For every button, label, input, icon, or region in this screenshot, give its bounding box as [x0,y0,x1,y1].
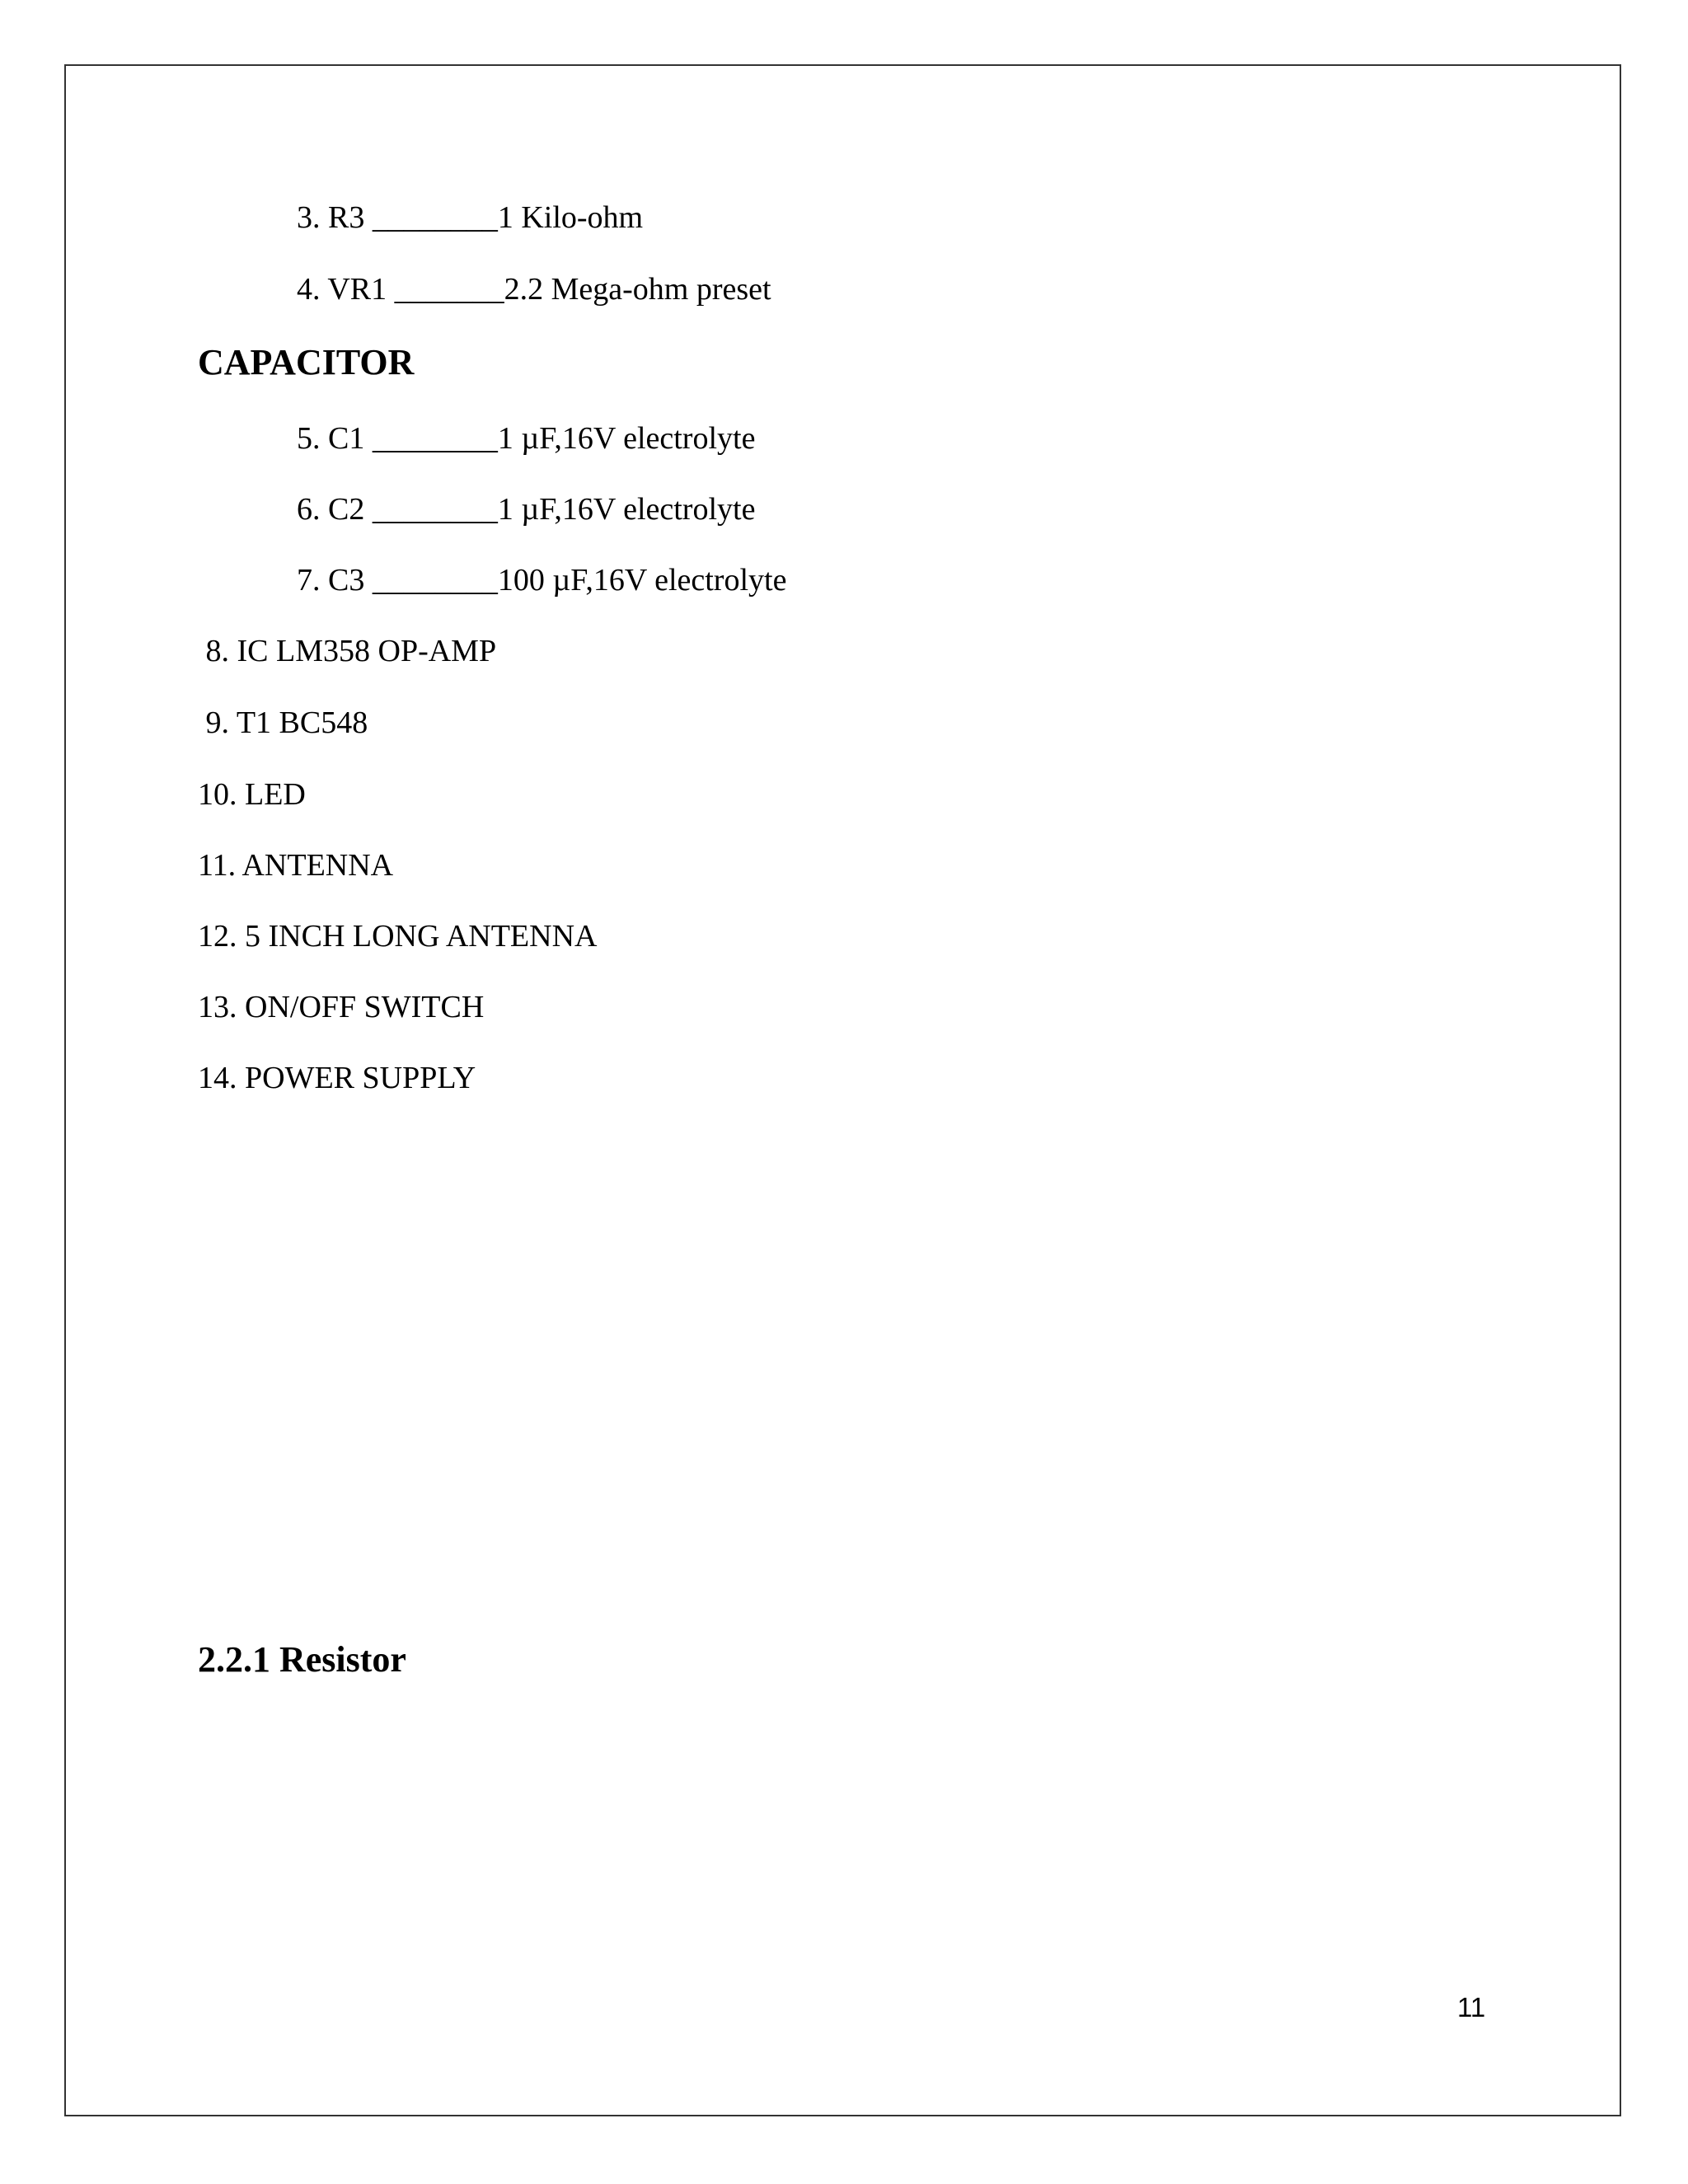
list-item-switch: 13. ON/OFF SWITCH [198,990,485,1024]
list-item-r3: 3. R3 ________1 Kilo-ohm [297,200,644,235]
list-item-vr1: 4. VR1 _______2.2 Mega-ohm preset [297,272,771,307]
list-item-ic: 8. IC LM358 OP-AMP [198,634,497,668]
list-item-c2: 6. C2 ________1 µF,16V electrolyte [297,492,756,527]
list-item-long-antenna: 12. 5 INCH LONG ANTENNA [198,919,598,954]
list-item-c1: 5. C1 ________1 µF,16V electrolyte [297,421,756,456]
list-item-led: 10. LED [198,777,306,812]
capacitor-heading: CAPACITOR [198,342,415,382]
page-number: 11 [1457,1992,1486,2022]
list-item-c3: 7. C3 ________100 µF,16V electrolyte [297,563,787,598]
list-item-power-supply: 14. POWER SUPPLY [198,1061,476,1095]
list-item-transistor: 9. T1 BC548 [198,705,368,740]
section-heading-resistor: 2.2.1 Resistor [198,1639,406,1680]
list-item-antenna: 11. ANTENNA [198,848,394,883]
